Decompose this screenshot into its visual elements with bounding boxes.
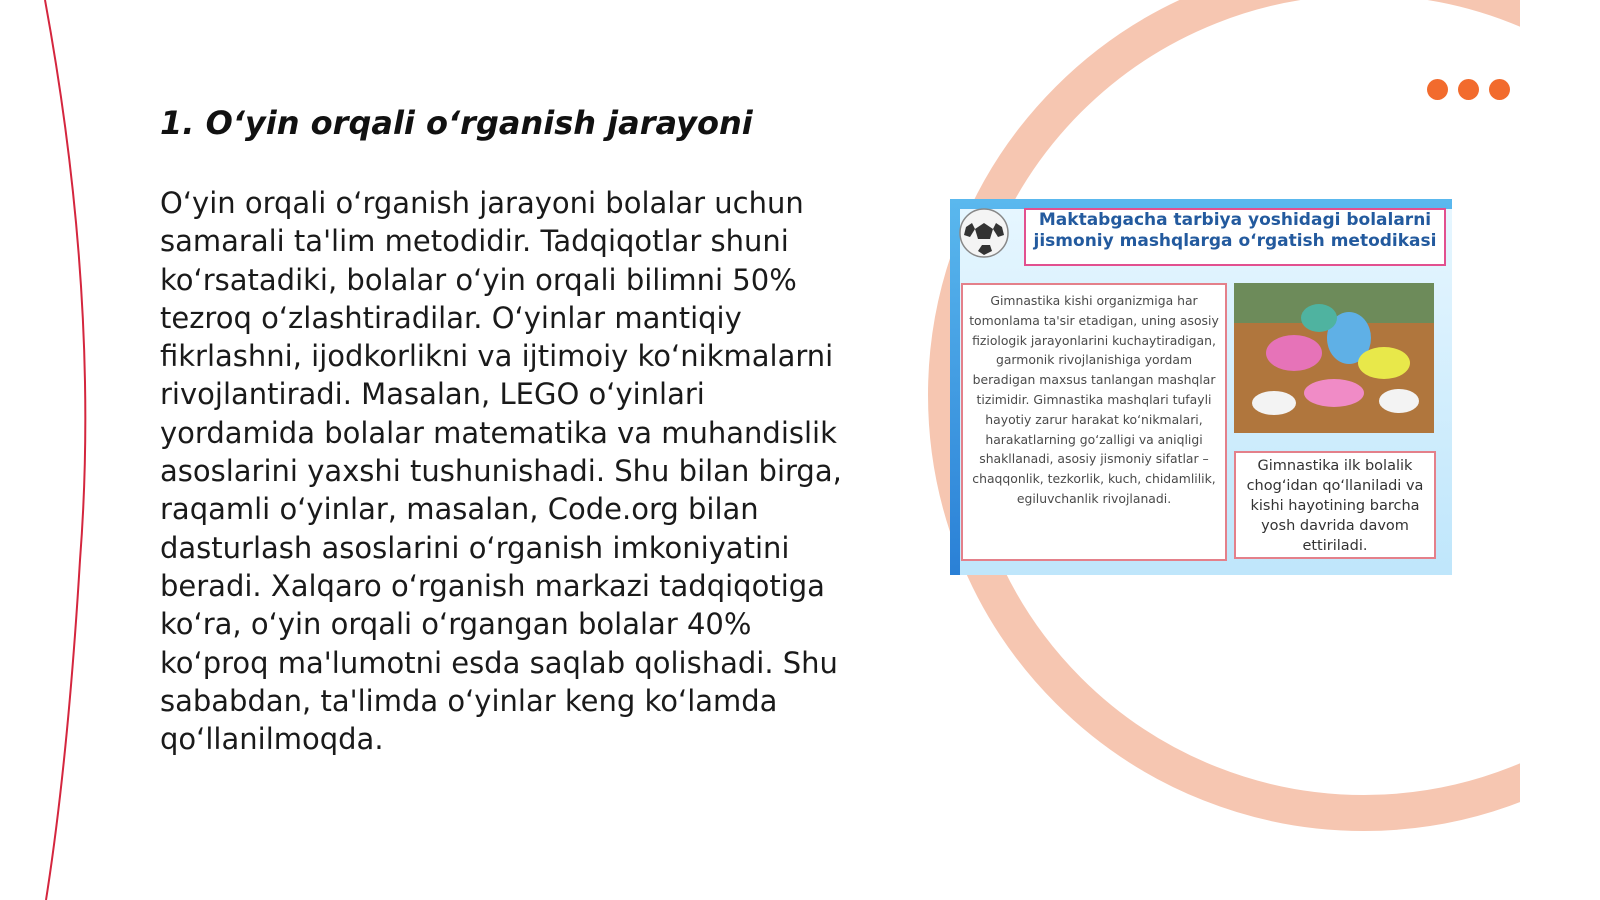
dot — [1489, 79, 1510, 100]
dot — [1427, 79, 1448, 100]
more-dots-icon — [1427, 79, 1510, 100]
left-red-curve — [45, 0, 85, 900]
slide-title: Maktabgacha tarbiya yoshidagi bolalarni jismoniy mashqlarga o‘rgatish metodikasi — [1024, 208, 1446, 266]
gymnastics-photo — [1234, 283, 1434, 433]
dot — [1458, 79, 1479, 100]
embedded-slide-image — [950, 199, 1452, 575]
slide-right-textbox: Gimnastika ilk bolalik chog‘idan qo‘llaniladi va kishi hayotining barcha yosh davrida davom ettiriladi. — [1234, 451, 1436, 559]
slide-left-textbox: Gimnastika kishi organizmiga har tomonlama ta'sir etadigan, uning asosiy fiziologik jarayonlarini kuchaytiradigan, garmonik rivojlanishiga yordam beradigan maxsus tanlangan mashqlar tizimidir. Gimnastika mashqlari tufayli hayotiy zarur harakat ko‘nikmalari, harakatlarning go‘zalligi va aniqligi shakllanadi, asosiy jismoniy sifatlar – chaqqonlik, tezkorlik, kuch, chidamlilik, egiluvchanlik rivojlanadi. — [961, 283, 1227, 561]
page-title: 1. O‘yin orqali o‘rganish jarayoni — [160, 104, 753, 142]
body-paragraph: O‘yin orqali o‘rganish jarayoni bolalar uchun samarali ta'lim metodidir. Tadqiqotlar shuni ko‘rsatadiki, bolalar o‘yin orqali bilimni 50% tezroq o‘zlashtiradilar. O‘yinlar mantiqiy fikrlashni, ijodkorlikni va ijtimoiy ko‘nikmalarni rivojlantiradi. Masalan, LEGO o‘yinlari yordamida bolalar matematika va muhandislik asoslarini yaxshi tushunishadi. Shu bilan birga, raqamli o‘yinlar, masalan, Code.org bilan dasturlash asoslarini o‘rganish imkoniyatini beradi. Xalqaro o‘rganish markazi tadqiqotiga ko‘ra, o‘yin orqali o‘rgangan bolalar 40% ko‘proq ma'lumotni esda saqlab qolishadi. Shu sababdan, ta'limda o‘yinlar keng ko‘lamda qo‘llanilmoqda. — [160, 186, 842, 757]
soccer-ball-icon — [958, 207, 1010, 259]
